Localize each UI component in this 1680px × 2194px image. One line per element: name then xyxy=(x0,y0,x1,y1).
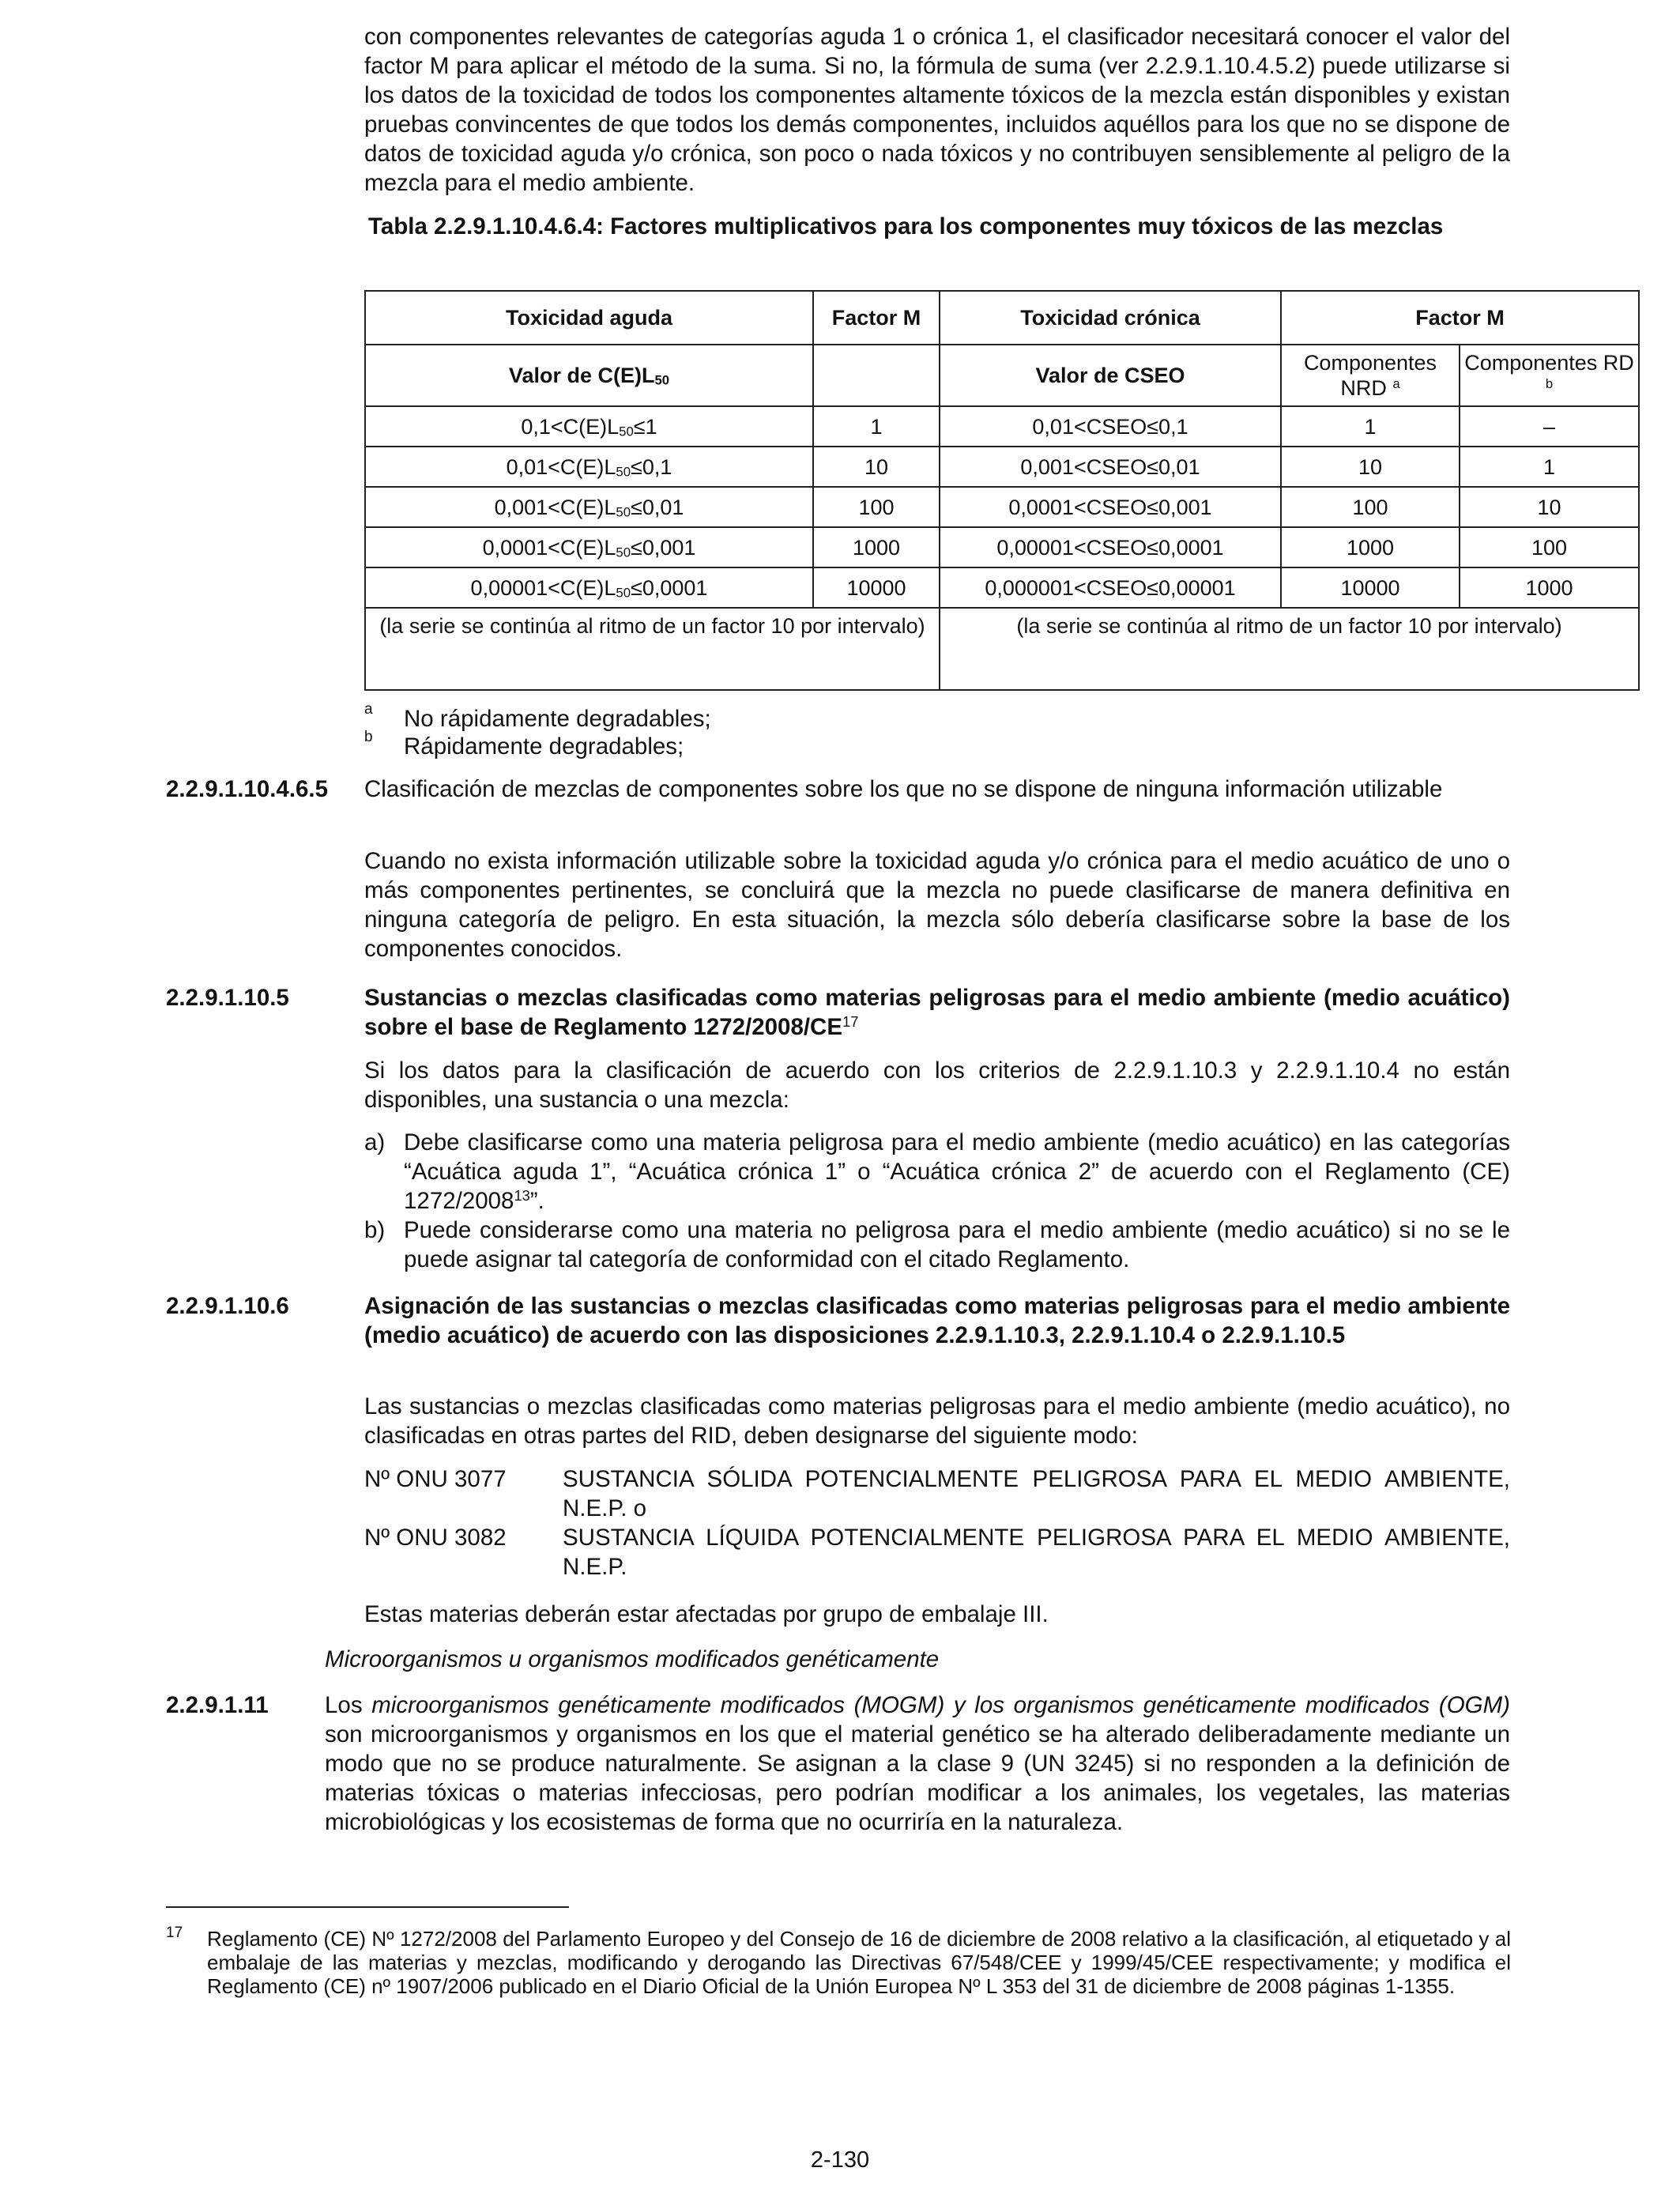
section-paragraph: Los microorganismos genéticamente modificados (MOGM) y los organismos genéticamente modificados (OGM) son microorganismos y organismos en los que el material genético se ha alterado deliberadamente mediante un modo que no se produce naturalmente. Se asignan a la clase 9 (UN 3245) si no responden a la definición de materias tóxicas o materias infecciosas, pero podrían modificar a los animales, los vegetales, las materias microbiológicas y los ecosistemas de forma que no ocurriría en la naturaleza. xyxy=(325,1692,1510,1835)
page-number: 2-130 xyxy=(810,2147,870,2173)
acute-m-factor-cell: 100 xyxy=(813,487,940,527)
un-number-label: Nº ONU 3082 xyxy=(364,1525,507,1551)
table-header-row xyxy=(365,291,1639,345)
table-note-mark-b: b xyxy=(364,729,373,745)
table-row xyxy=(365,487,1639,527)
acute-m-factor-cell: 1 xyxy=(813,406,940,447)
acute-range-cell: $0,0001<C(E)L_{50}\le 0,001$ xyxy=(365,527,813,567)
section-paragraph: Las sustancias o mezclas clasificadas como materias peligrosas para el medio ambiente (medio acuático), no clasificadas en otras partes del RID, deben designarse del siguiente modo: xyxy=(364,1393,1510,1449)
header-ce-value: Valor de $C(E)L_{50}$ xyxy=(365,345,813,406)
section-heading: Sustancias o mezclas clasificadas como materias peligrosas para el medio ambiente (medio acuático) sobre el base de Reglamento 1272/2008/CE$^{17}$ xyxy=(364,985,1510,1040)
list-item-label: a) xyxy=(364,1129,386,1155)
table-footer-row xyxy=(365,608,1639,690)
header-chronic-toxicity: Toxicidad crónica xyxy=(940,291,1281,345)
header-m-factor: Factor M xyxy=(813,291,940,345)
rd-factor-cell: 1 xyxy=(1460,447,1639,487)
table-note-a: No rápidamente degradables; xyxy=(404,706,711,732)
header-empty-cell xyxy=(813,345,940,406)
acute-range-cell: $0,00001<C(E)L_{50}\le 0,0001$ xyxy=(365,567,813,608)
acute-range-cell: $0,01<C(E)L_{50}\le 0,1$ xyxy=(365,447,813,487)
nrd-factor-cell: 1 xyxy=(1281,406,1460,447)
rd-factor-cell: – xyxy=(1460,406,1639,447)
table-row xyxy=(365,406,1639,447)
section-heading: Asignación de las sustancias o mezclas clasificadas como materias peligrosas para el medio ambiente (medio acuático) de acuerdo con las disposiciones 2.2.9.1.10.3, 2.2.9.1.10.4 o 2.2.9.1.10.5 xyxy=(364,1293,1510,1348)
un-designation: SUSTANCIA LÍQUIDA POTENCIALMENTE PELIGROSA PARA EL MEDIO AMBIENTE, N.E.P. xyxy=(563,1525,1510,1580)
acute-series-note: (la serie se continúa al ritmo de un factor 10 por intervalo) xyxy=(365,608,940,690)
acute-range-cell: $0,001<C(E)L_{50}\le 0,01$ xyxy=(365,487,813,527)
table-row xyxy=(365,527,1639,567)
section-heading: Clasificación de mezclas de componentes sobre los que no se dispone de ninguna información utilizable xyxy=(364,776,1443,802)
section-number: 2.2.9.1.11 xyxy=(166,1692,269,1718)
chronic-range-cell: 0,001<CSEO≤0,01 xyxy=(940,447,1281,487)
un-designation: SUSTANCIA SÓLIDA POTENCIALMENTE PELIGROSA PARA EL MEDIO AMBIENTE, N.E.P. o xyxy=(563,1466,1510,1521)
m-factors-table xyxy=(364,290,1640,691)
chronic-range-cell: 0,00001<CSEO≤0,0001 xyxy=(940,527,1281,567)
table-note-mark-a: a xyxy=(364,701,373,718)
header-m-factor-chronic: Factor M xyxy=(1281,291,1639,345)
table-subheader-row xyxy=(365,345,1639,406)
section-number: 2.2.9.1.10.4.6.5 xyxy=(166,776,329,802)
nrd-factor-cell: 10 xyxy=(1281,447,1460,487)
subsection-heading: Microorganismos u organismos modificados genéticamente xyxy=(325,1646,940,1672)
acute-m-factor-cell: 1000 xyxy=(813,527,940,567)
chronic-range-cell: 0,01<CSEO≤0,1 xyxy=(940,406,1281,447)
nrd-factor-cell: 10000 xyxy=(1281,567,1460,608)
section-number: 2.2.9.1.10.6 xyxy=(166,1293,289,1319)
list-item: Debe clasificarse como una materia peligrosa para el medio ambiente (medio acuático) en las categorías “Acuática aguda 1”, “Acuática crónica 1” o “Acuática crónica 2” de acuerdo con el Reglamento (CE) 1272/2008$^{13}$”. xyxy=(404,1129,1510,1214)
closing-sentence: Estas materias deberán estar afectadas por grupo de embalaje III. xyxy=(364,1601,1049,1627)
table-row xyxy=(365,447,1639,487)
chronic-series-note: (la serie se continúa al ritmo de un factor 10 por intervalo) xyxy=(940,608,1639,690)
table-title: Tabla 2.2.9.1.10.4.6.4: Factores multiplicativos para los componentes muy tóxicos de las mezclas xyxy=(368,213,1444,239)
acute-m-factor-cell: 10 xyxy=(813,447,940,487)
chronic-range-cell: 0,000001<CSEO≤0,00001 xyxy=(940,567,1281,608)
header-cseo-value: Valor de CSEO xyxy=(940,345,1281,406)
nrd-factor-cell: 100 xyxy=(1281,487,1460,527)
un-number-label: Nº ONU 3077 xyxy=(364,1466,507,1492)
acute-range-cell: $0,1<C(E)L_{50}\le 1$ xyxy=(365,406,813,447)
table-row xyxy=(365,567,1639,608)
section-paragraph: Si los datos para la clasificación de acuerdo con los criterios de 2.2.9.1.10.3 y 2.2.9.1.10.4 no están disponibles, una sustancia o una mezcla: xyxy=(364,1057,1510,1113)
chronic-range-cell: 0,0001<CSEO≤0,001 xyxy=(940,487,1281,527)
header-acute-toxicity: Toxicidad aguda xyxy=(365,291,813,345)
nrd-factor-cell: 1000 xyxy=(1281,527,1460,567)
acute-m-factor-cell: 10000 xyxy=(813,567,940,608)
rd-factor-cell: 100 xyxy=(1460,527,1639,567)
list-item: Puede considerarse como una materia no peligrosa para el medio ambiente (medio acuático) si no se le puede asignar tal categoría de conformidad con el citado Reglamento. xyxy=(404,1217,1510,1272)
footnote-text: Reglamento (CE) Nº 1272/2008 del Parlamento Europeo y del Consejo de 16 de diciembre de 2008 relativo a la clasificación, al etiquetado y al embalaje de las materias y mezclas, modificando y derogando las Directivas 67/548/CEE y 1999/45/CEE respectivamente; y modifica el Reglamento (CE) nº 1907/2006 publicado en el Diario Oficial de la Unión Europea Nº L 353 del 31 de diciembre de 2008 páginas 1-1355. xyxy=(207,1927,1511,1998)
header-nrd-components: Componentes NRD $^a$ xyxy=(1281,345,1460,406)
footnote-separator xyxy=(166,1906,569,1908)
rd-factor-cell: 1000 xyxy=(1460,567,1639,608)
header-rd-components: Componentes RD $^b$ xyxy=(1460,345,1639,406)
section-number: 2.2.9.1.10.5 xyxy=(166,985,289,1011)
footnote-mark: 17 xyxy=(166,1924,183,1941)
section-paragraph: Cuando no exista información utilizable sobre la toxicidad aguda y/o crónica para el medio acuático de uno o más componentes pertinentes, se concluirá que la mezcla no puede clasificarse de manera definitiva en ninguna categoría de peligro. En esta situación, la mezcla sólo debería clasificarse sobre la base de los componentes conocidos. xyxy=(364,848,1510,962)
table-note-b: Rápidamente degradables; xyxy=(404,733,684,760)
list-item-label: b) xyxy=(364,1217,386,1243)
intro-paragraph: con componentes relevantes de categorías aguda 1 o crónica 1, el clasificador necesitará conocer el valor del factor M para aplicar el método de la suma. Si no, la fórmula de suma (ver 2.2.9.1.10.4.5.2) puede utilizarse si los datos de la toxicidad de todos los componentes altamente tóxicos de la mezcla están disponibles y existan pruebas convincentes de que todos los demás componentes, incluidos aquéllos para los que no se dispone de datos de toxicidad aguda y/o crónica, son poco o nada tóxicos y no contribuyen sensiblemente al peligro de la mezcla para el medio ambiente. xyxy=(364,24,1510,196)
rd-factor-cell: 10 xyxy=(1460,487,1639,527)
